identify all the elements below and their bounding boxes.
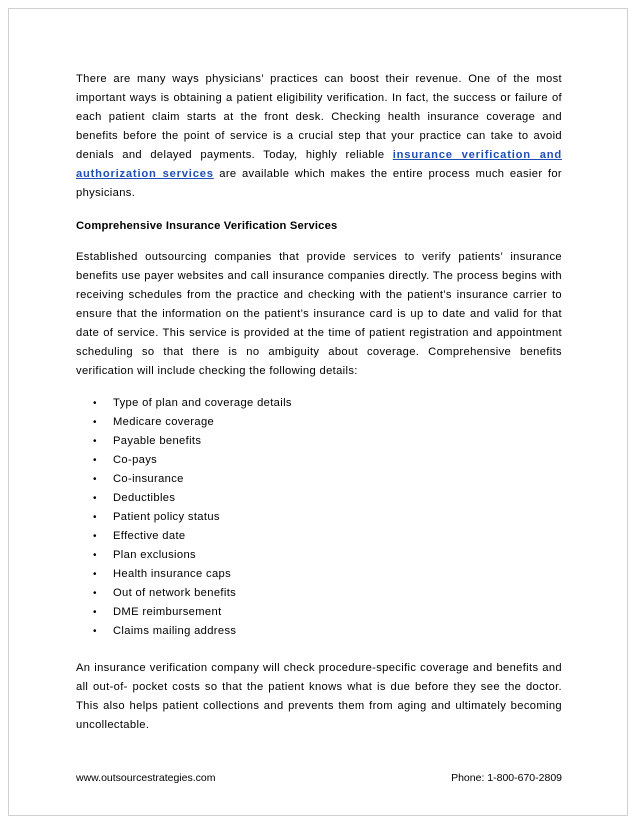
list-item-label: Co-insurance bbox=[113, 473, 184, 485]
list-item bbox=[76, 527, 562, 546]
intro-paragraph bbox=[76, 70, 562, 203]
page-footer bbox=[76, 772, 562, 788]
list-item bbox=[76, 603, 562, 622]
list-item bbox=[76, 508, 562, 527]
list-item-label: Out of network benefits bbox=[113, 587, 237, 599]
list-item bbox=[76, 584, 562, 603]
list-item-label: Medicare coverage bbox=[113, 416, 215, 428]
intro-text-before-link: There are many ways physicians’ practices can boost their revenue. One of the most important ways is obtaining a patient eligibility verification. In fact, the success or failure of each patient claim starts at the front desk. Checking health insurance coverage and benefits before the point of service is a crucial step that your practice can take to avoid denials and delayed payments. Today, highly reliable bbox=[76, 73, 562, 161]
bullet-icon: • bbox=[93, 569, 97, 580]
list-item bbox=[76, 451, 562, 470]
bullet-icon: • bbox=[93, 626, 97, 637]
benefits-checklist bbox=[76, 394, 562, 641]
list-item bbox=[76, 432, 562, 451]
list-item-label: Effective date bbox=[113, 530, 186, 542]
bullet-icon: • bbox=[93, 531, 97, 542]
bullet-icon: • bbox=[93, 512, 97, 523]
list-item-label: Deductibles bbox=[113, 492, 176, 504]
document-body bbox=[76, 70, 562, 735]
bullet-icon: • bbox=[93, 607, 97, 618]
bullet-icon: • bbox=[93, 455, 97, 466]
list-item-label: Plan exclusions bbox=[113, 549, 196, 561]
list-item bbox=[76, 565, 562, 584]
section-paragraph: Established outsourcing companies that provide services to verify patients’ insurance benefits use payer websites and call insurance companies directly. The process begins with receiving schedules from the practice and checking with the patient’s insurance carrier to ensure that the information on the patient’s insurance card is up to date and valid for that date of service. This service is provided at the time of patient registration and appointment scheduling so that there is no ambiguity about coverage. Comprehensive benefits verification will include checking the following details: bbox=[76, 251, 562, 377]
bullet-icon: • bbox=[93, 550, 97, 561]
list-item-label: Type of plan and coverage details bbox=[113, 397, 292, 409]
footer-website: www.outsourcestrategies.com bbox=[76, 772, 216, 784]
list-item-label: DME reimbursement bbox=[113, 606, 222, 618]
bullet-icon: • bbox=[93, 398, 97, 409]
list-item-label: Patient policy status bbox=[113, 511, 220, 523]
bullet-icon: • bbox=[93, 474, 97, 485]
bullet-icon: • bbox=[93, 436, 97, 447]
list-item bbox=[76, 546, 562, 565]
section-heading: Comprehensive Insurance Verification Services bbox=[76, 220, 338, 232]
bullet-icon: • bbox=[93, 493, 97, 504]
list-item-label: Payable benefits bbox=[113, 435, 202, 447]
list-item-label: Co-pays bbox=[113, 454, 158, 466]
list-item bbox=[76, 413, 562, 432]
list-item bbox=[76, 489, 562, 508]
bullet-icon: • bbox=[93, 417, 97, 428]
list-item bbox=[76, 470, 562, 489]
closing-paragraph: An insurance verification company will check procedure-specific coverage and benefits and all out-of- pocket costs so that the patient knows what is due before they see the doctor. This also helps patient collections and prevents them from aging and ultimately becoming uncollectable. bbox=[76, 662, 562, 731]
list-item bbox=[76, 622, 562, 641]
list-item-label: Claims mailing address bbox=[113, 625, 237, 637]
footer-phone: Phone: 1-800-670-2809 bbox=[451, 772, 562, 784]
insurance-verification-link[interactable]: insurance verification and authorization services bbox=[76, 149, 562, 180]
intro-text-after-link: are available which makes the entire process much easier for physicians. bbox=[76, 168, 562, 199]
bullet-icon: • bbox=[93, 588, 97, 599]
list-item bbox=[76, 394, 562, 413]
list-item-label: Health insurance caps bbox=[113, 568, 232, 580]
